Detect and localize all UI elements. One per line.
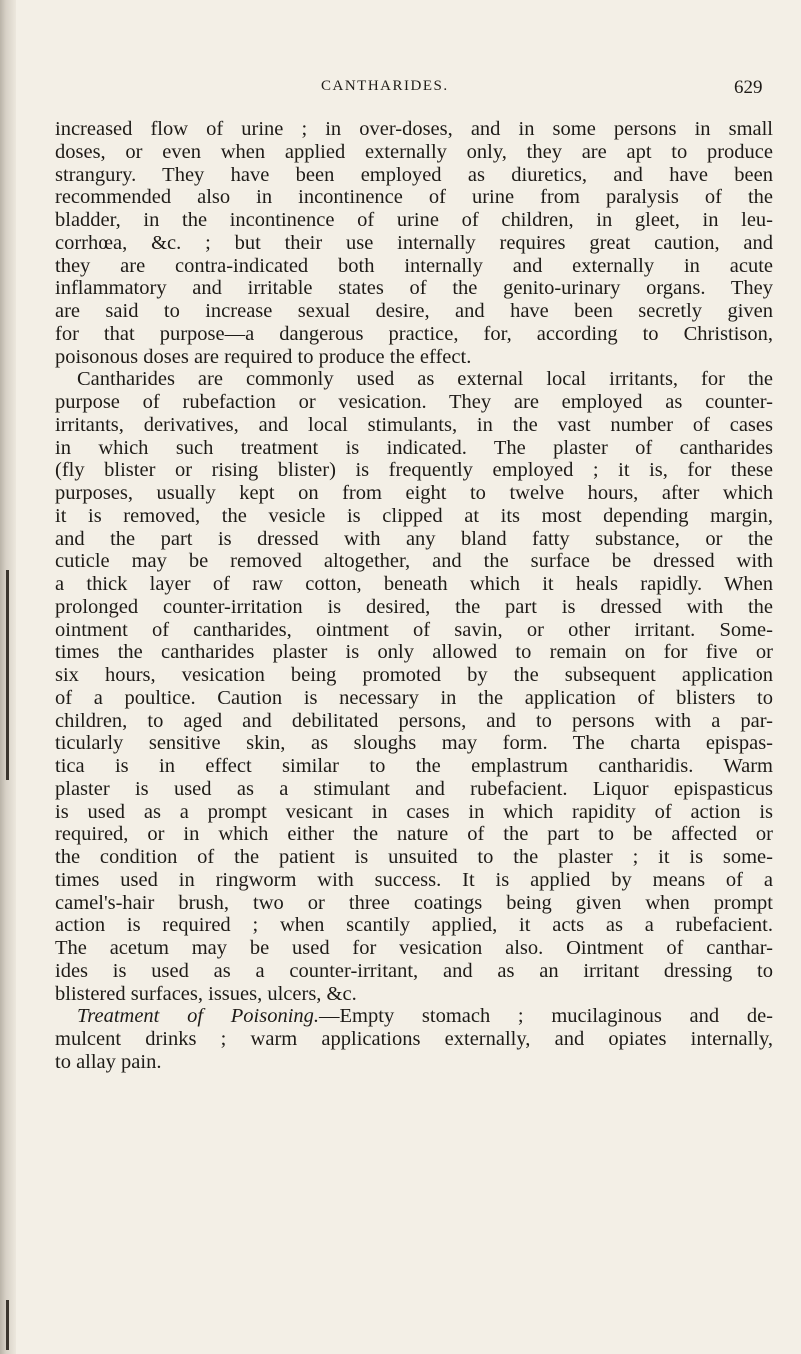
paragraph-diuretic-use <box>55 118 773 368</box>
text-line: purposes, usually kept on from eight to twelve hours, after which <box>55 482 773 504</box>
page-number: 629 <box>734 77 763 98</box>
text-line: in which such treatment is indicated. The plaster of cantharides <box>55 436 773 459</box>
text-line: action is required ; when scantily applied, it acts as a rubefacient. <box>55 914 773 937</box>
text-line: irritants, derivatives, and local stimulants, in the vast number of cases <box>55 413 773 436</box>
text-line: and the part is dressed with any bland fatty substance, or the <box>55 527 773 550</box>
text-line: prolonged counter-irritation is desired, the part is dressed with the <box>55 595 773 618</box>
paragraph-external-use <box>55 368 773 1005</box>
text-line: ides is used as a counter-irritant, and as an irritant dressing to <box>55 959 773 982</box>
text-line: doses, or even when applied externally only, they are apt to produce <box>55 140 773 163</box>
text-line: corrhœa, &c. ; but their use internally requires great caution, and <box>55 231 773 254</box>
text-line: to allay pain. <box>55 1050 162 1073</box>
text-line: of a poultice. Caution is necessary in the application of blisters to <box>55 686 773 709</box>
text-line: plaster is used as a stimulant and rubefacient. Liquor epispasticus <box>55 777 773 800</box>
text-line: mulcent drinks ; warm applications externally, and opiates internally, <box>55 1028 773 1050</box>
text-line: cuticle may be removed altogether, and the surface be dressed with <box>55 550 773 573</box>
text-line: inflammatory and irritable states of the genito-urinary organs. They <box>55 277 773 300</box>
text-line: tica is in effect similar to the emplastrum cantharidis. Warm <box>55 755 773 777</box>
paragraph-treatment-of-poisoning <box>55 1005 773 1073</box>
text-line: Cantharides are commonly used as external local irritants, for the <box>77 368 773 391</box>
text-line: for that purpose—a dangerous practice, for, according to Christison, <box>55 322 773 345</box>
text-line: bladder, in the incontinence of urine of children, in gleet, in leu- <box>55 209 773 231</box>
text-run: —Empty stomach ; mucilaginous and de- <box>319 1005 773 1028</box>
text-line: ointment of cantharides, ointment of savin, or other irritant. Some- <box>55 618 773 641</box>
text-line: camel's-hair brush, two or three coatings being given when prompt <box>55 891 773 914</box>
text-line: times used in ringworm with success. It is applied by means of a <box>55 868 773 891</box>
text-line: the condition of the patient is unsuited to the plaster ; it is some- <box>55 846 773 868</box>
body-text <box>55 118 773 1074</box>
running-head <box>0 78 801 102</box>
text-line: children, to aged and debilitated persons, and to persons with a par- <box>55 709 773 732</box>
text-line: are said to increase sexual desire, and have been secretly given <box>55 300 773 322</box>
text-line <box>55 1005 773 1028</box>
text-line: required, or in which either the nature of the part to be affected or <box>55 823 773 846</box>
text-line: it is removed, the vesicle is clipped at its most depending margin, <box>55 504 773 527</box>
text-line: increased flow of urine ; in over-doses, and in some persons in small <box>55 118 773 140</box>
text-line: ticularly sensitive skin, as sloughs may form. The charta epispas- <box>55 732 773 755</box>
text-line: six hours, vesication being promoted by the subsequent application <box>55 664 773 686</box>
text-line: a thick layer of raw cotton, beneath which it heals rapidly. When <box>55 573 773 595</box>
text-line: is used as a prompt vesicant in cases in which rapidity of action is <box>55 800 773 823</box>
running-title: CANTHARIDES. <box>321 78 449 94</box>
section-lead: Treatment of Poisoning. <box>77 1005 320 1028</box>
text-line: they are contra-indicated both internally and externally in acute <box>55 254 773 277</box>
text-line: The acetum may be used for vesication also. Ointment of canthar- <box>55 937 773 959</box>
text-line: strangury. They have been employed as diuretics, and have been <box>55 163 773 186</box>
text-line: blistered surfaces, issues, ulcers, &c. <box>55 982 357 1005</box>
text-line: purpose of rubefaction or vesication. They are employed as counter- <box>55 391 773 413</box>
text-line: recommended also in incontinence of urine from paralysis of the <box>55 186 773 209</box>
text-line: times the cantharides plaster is only allowed to remain on for five or <box>55 641 773 664</box>
text-line: poisonous doses are required to produce the effect. <box>55 345 472 368</box>
text-line: (fly blister or rising blister) is frequently employed ; it is, for these <box>55 459 773 482</box>
